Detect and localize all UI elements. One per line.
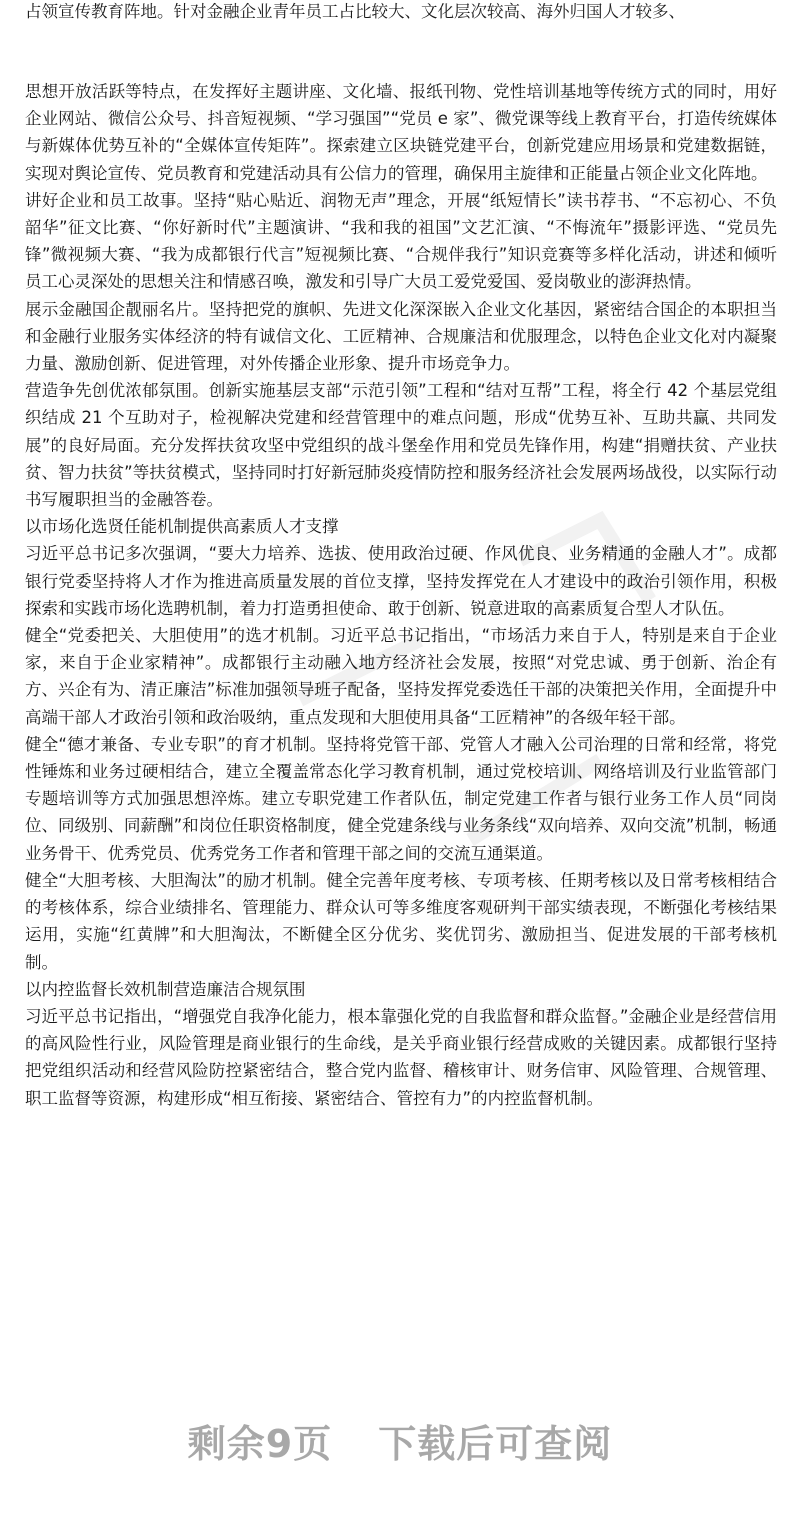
paragraph: 健全“大胆考核、大胆淘汰”的励才机制。健全完善年度考核、专项考核、任期考核以及日常考核相结合的考核体系，综合业绩排名、管理能力、群众认可等多维度客观研判干部实绩表现，不断强化考核结果运用，实施“红黄牌”和大胆淘汰，不断健全区分优劣、奖优罚劣、激励担当、促进发展的干部考核机制。: [25, 870, 777, 972]
paragraph: 健全“党委把关、大胆使用”的选才机制。习近平总书记指出，“市场活力来自于人，特别是来自于企业家，来自于企业家精神”。成都银行主动融入地方经济社会发展，按照“对党忠诚、勇于创新、治企有方、兴企有为、清正廉洁”标准加强领导班子配备，坚持发挥党委选任干部的决策把关作用，全面提升中高端干部人才政治引领和政治吸纳，重点发现和大胆使用具备“工匠精神”的各级年轻干部。: [25, 626, 777, 727]
document-body: [25, 78, 777, 1112]
paragraph: 习近平总书记指出，“增强党自我净化能力，根本靠强化党的自我监督和群众监督。”金融企业是经营信用的高风险性行业，风险管理是商业银行的生命线，是关乎商业银行经营成败的关键因素。成都银行坚持把党组织活动和经营风险防控紧密结合，整合党内监督、稽核审计、财务信审、风险管理、合规管理、职工监督等资源，构建形成“相互衔接、紧密结合、管控有力”的内控监督机制。: [25, 1006, 777, 1108]
paragraph: 讲好企业和员工故事。坚持“贴心贴近、润物无声”理念，开展“纸短情长”读书荐书、“不忘初心、不负韶华”征文比赛、“你好新时代”主题演讲、“我和我的祖国”文艺汇演、“不悔流年”摄影评选、“党员先锋”微视频大赛、“我为成都银行代言”短视频比赛、“合规伴我行”知识竞赛等多样化活动，讲述和倾听员工心灵深处的思想关注和情感召唤，激发和引导广大员工爱党爱国、爱岗敬业的澎湃热情。: [25, 190, 777, 292]
paragraph: 营造争先创优浓郁氛围。创新实施基层支部“示范引领”工程和“结对互帮”工程，将全行 42 个基层党组织结成 21 个互助对子，检视解决党建和经营管理中的难点问题，形成“优势互补、互助共赢、共同发展”的良好局面。充分发挥扶贫攻坚中党组织的战斗堡垒作用和党员先锋作用，构建“捐赠扶贫、产业扶贫、智力扶贫”等扶贫模式，坚持同时打好新冠肺炎疫情防控和服务经济社会发展两场战役，以实际行动书写履职担当的金融答卷。: [25, 381, 777, 510]
download-banner[interactable]: [0, 1412, 800, 1468]
section-heading: 以内控监督长效机制营造廉洁合规氛围: [25, 979, 306, 999]
paragraph: 思想开放活跃等特点，在发挥好主题讲座、文化墙、报纸刊物、党性培训基地等传统方式的同时，用好企业网站、微信公众号、抖音短视频、“学习强国”“党员 e 家”、微党课等线上教育平台，打造传统媒体与新媒体优势互补的“全媒体宣传矩阵”。探索建立区块链党建平台，创新党建应用场景和党建数据链，实现对舆论宣传、党员教育和党建活动具有公信力的管理，确保用主旋律和正能量占领企业文化阵地。: [25, 82, 777, 183]
paragraph: 习近平总书记多次强调，“要大力培养、选拔、使用政治过硬、作风优良、业务精通的金融人才”。成都银行党委坚持将人才作为推进高质量发展的首位支撑，坚持发挥党在人才建设中的政治引领作用，积极探索和实践市场化选聘机制，着力打造勇担使命、敢于创新、锐意进取的高素质复合型人才队伍。: [25, 544, 777, 618]
carryover-line: 占领宣传教育阵地。针对金融企业青年员工占比较大、文化层次较高、海外归国人才较多、: [25, 2, 685, 21]
paragraph: 健全“德才兼备、专业专职”的育才机制。坚持将党管干部、党管人才融入公司治理的日常和经常，将党性锤炼和业务过硬相结合，建立全覆盖常态化学习教育机制，通过党校培训、网络培训及行业监管部门专题培训等方式加强思想淬炼。建立专职党建工作者队伍，制定党建工作者与银行业务工作人员“同岗位、同级别、同薪酬”和岗位任职资格制度，健全党建条线与业务条线“双向培养、双向交流”机制，畅通业务骨干、优秀党员、优秀党务工作者和管理干部之间的交流互通渠道。: [25, 734, 777, 863]
remaining-pages-text: 剩余9页: [187, 1421, 333, 1466]
download-to-view-text: 下载后可查阅: [378, 1421, 613, 1466]
section-heading: 以市场化选贤任能机制提供高素质人才支撑: [25, 517, 339, 537]
paragraph: 展示金融国企靓丽名片。坚持把党的旗帜、先进文化深深嵌入企业文化基因，紧密结合国企的本职担当和金融行业服务实体经济的特有诚信文化、工匠精神、合规廉洁和优服理念，以特色企业文化对内凝聚力量、激励创新、促进管理，对外传播企业形象、提升市场竞争力。: [25, 299, 777, 374]
